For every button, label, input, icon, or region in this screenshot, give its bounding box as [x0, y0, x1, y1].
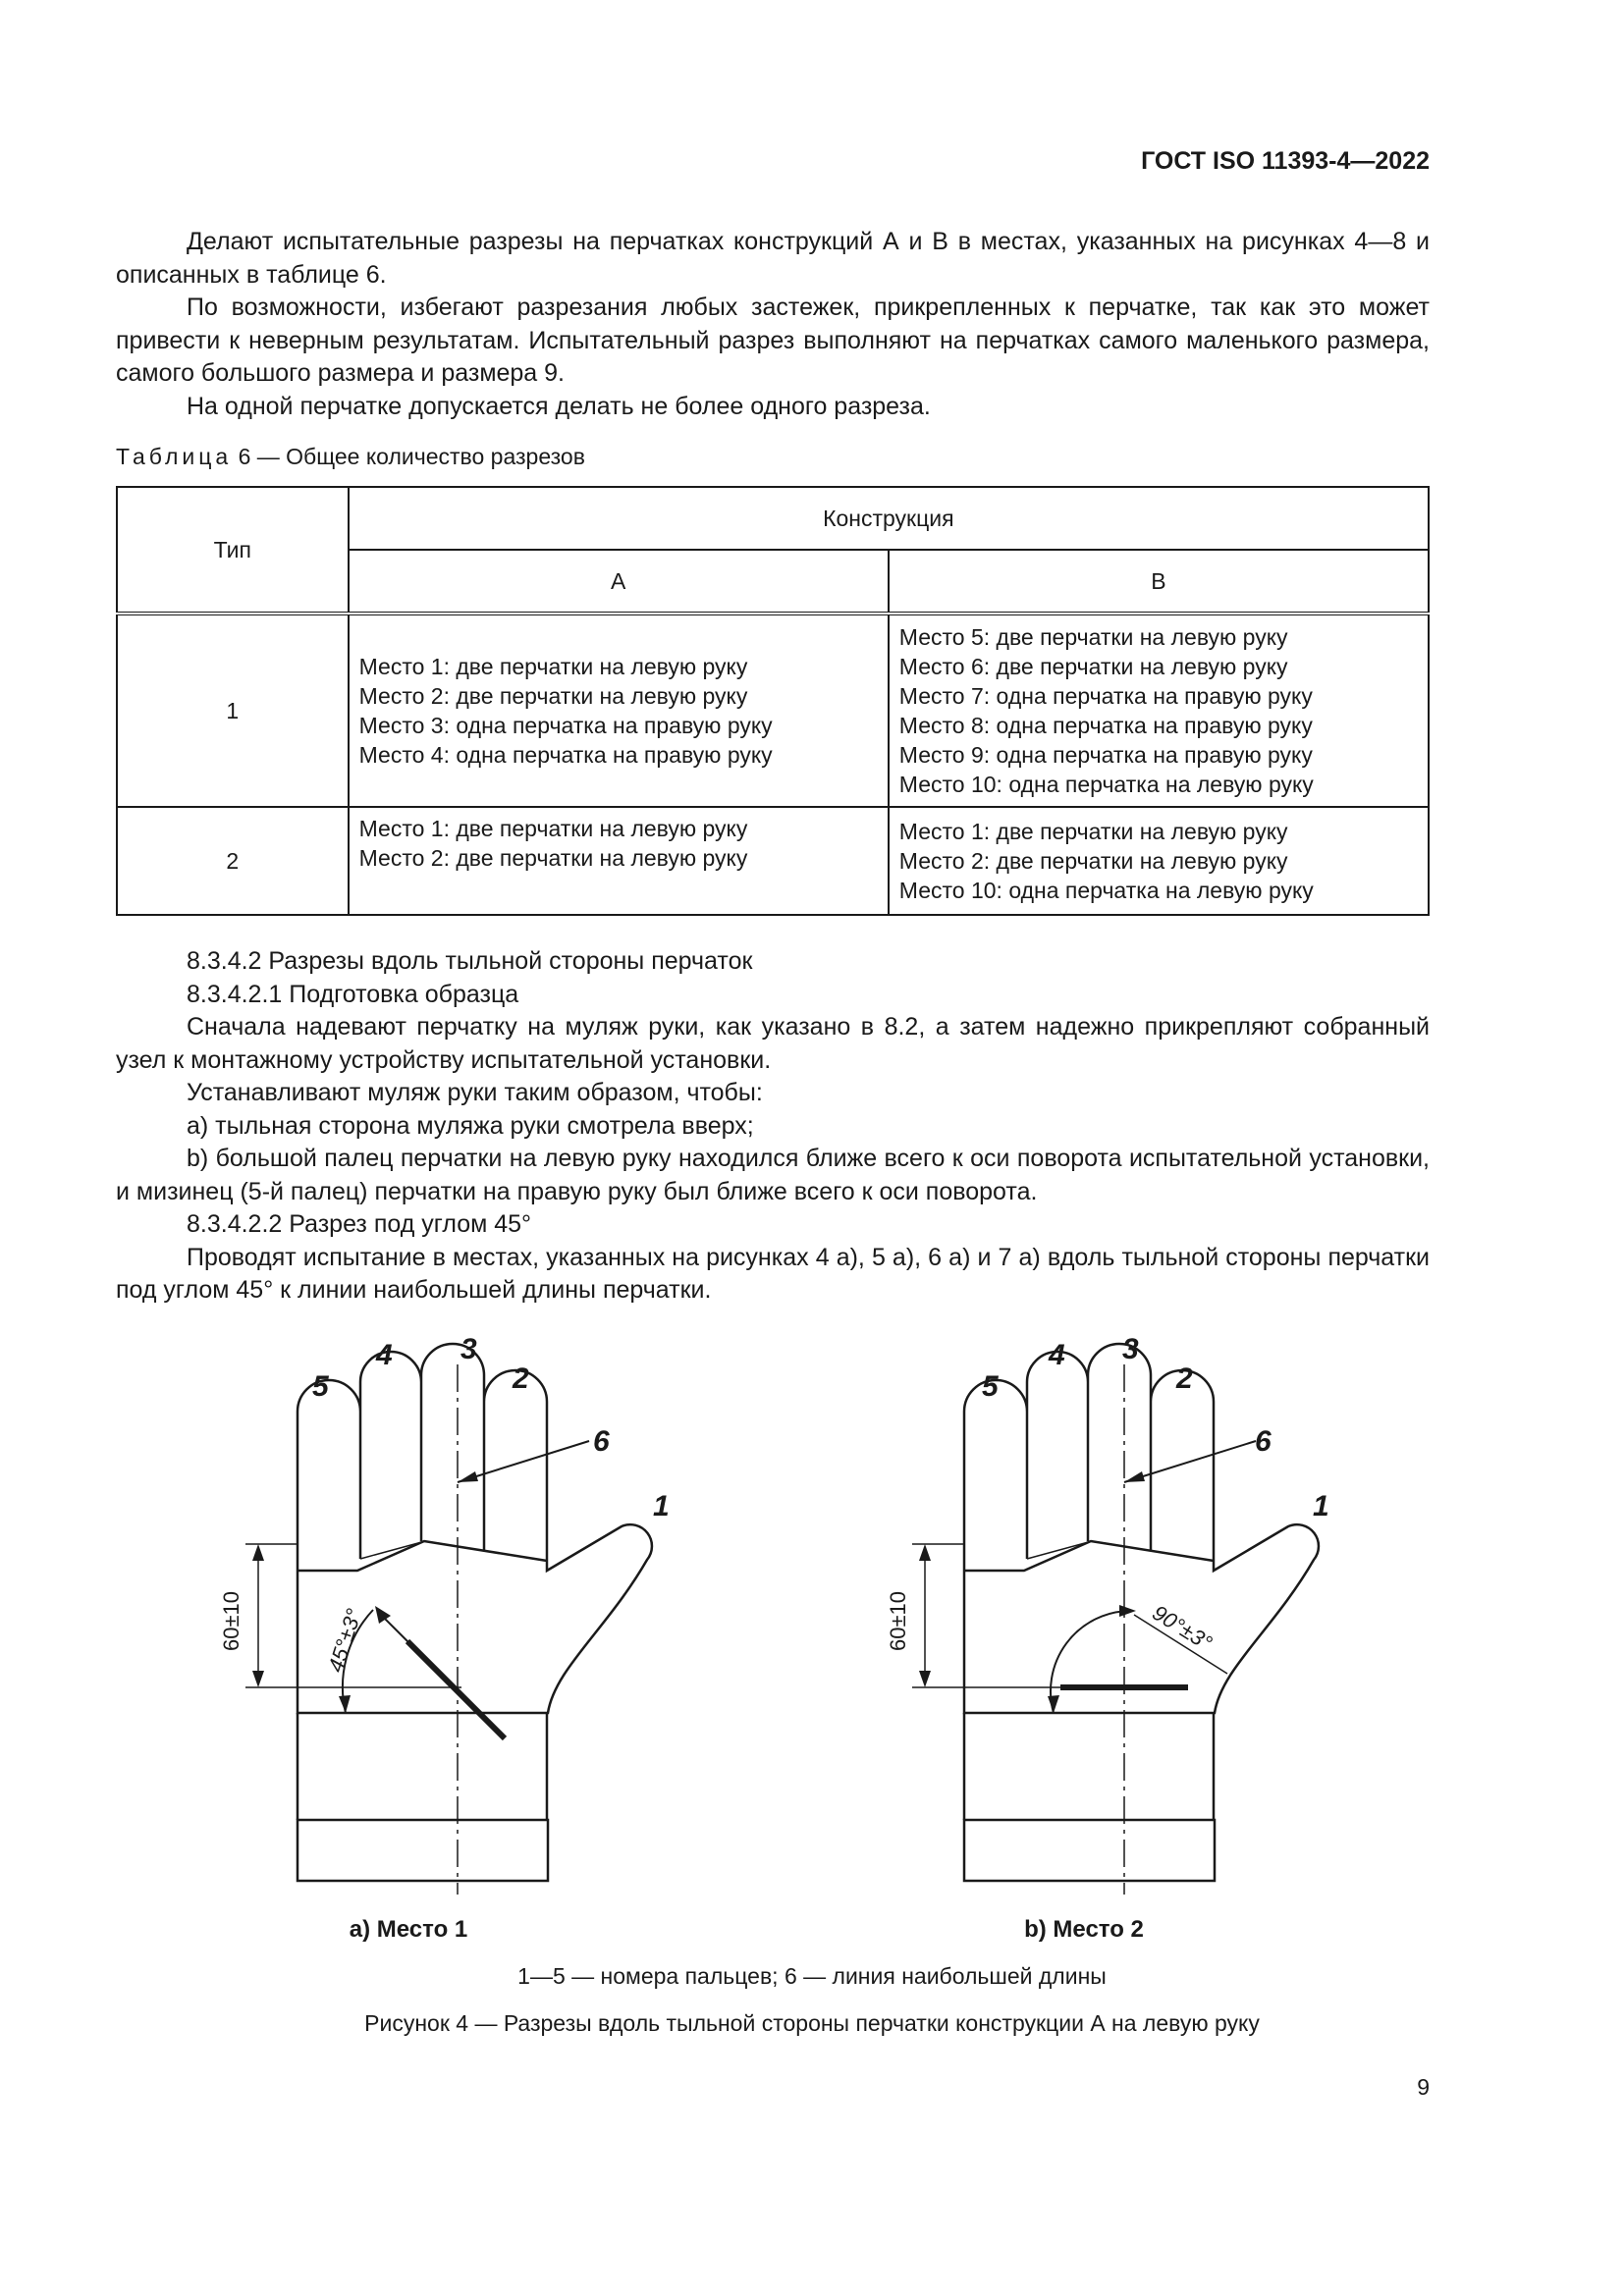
cell-line: Место 1: две перчатки на левую руку: [358, 654, 748, 679]
cell-line: Место 2: две перчатки на левую руку: [898, 848, 1288, 874]
table-row: [117, 807, 1429, 915]
angle-arc-90: [1051, 1611, 1129, 1713]
label-finger-2: 2: [513, 1362, 529, 1395]
document-header: ГОСТ ISO 11393-4—2022: [1141, 147, 1430, 175]
label-thumb: 1: [653, 1490, 670, 1522]
cell-a: [349, 807, 889, 915]
cell-type: 1: [117, 614, 349, 807]
label-longest-line: 6: [1255, 1425, 1272, 1458]
cell-b: [889, 807, 1429, 915]
cell-type: 2: [117, 807, 349, 915]
arrowhead: [1119, 1605, 1136, 1617]
section-text: [116, 945, 1430, 1308]
header-type: Тип: [117, 487, 349, 614]
cut-line-45: [407, 1641, 505, 1738]
arrowhead: [339, 1695, 351, 1713]
header-construction: Конструкция: [349, 487, 1429, 550]
paragraph: На одной перчатке допускается делать не более одного разреза.: [187, 392, 931, 420]
section-heading: 8.3.4.2 Разрезы вдоль тыльной стороны перчаток: [187, 947, 753, 975]
list-item: a) тыльная сторона муляжа руки смотрела вверх;: [187, 1111, 754, 1140]
glove-drawing-a: [245, 1344, 652, 1895]
cuts-table: [116, 486, 1430, 916]
section-heading: 8.3.4.2.1 Подготовка образца: [187, 980, 519, 1008]
cell-a: [349, 614, 889, 807]
list-item: b) большой палец перчатки на левую руку находился ближе всего к оси поворота испытательной установки, и мизинец (5-й палец) перчатки на правую руку был ближе всего к оси поворота.: [116, 1145, 1430, 1205]
arrowhead: [1048, 1695, 1059, 1713]
label-finger-4: 4: [376, 1339, 393, 1371]
label-finger-3: 3: [1122, 1333, 1139, 1365]
header-construction-b: В: [889, 550, 1429, 614]
angle-label-45: 45°±3°: [322, 1605, 367, 1676]
figure-title: Рисунок 4 — Разрезы вдоль тыльной стороны перчатки конструкции А на левую руку: [364, 2010, 1260, 2036]
dimension-label: 60±10: [886, 1590, 910, 1651]
paragraph: Делают испытательные разрезы на перчатках конструкций А и В в местах, указанных на рисунках 4—8 и описанных в таблице 6.: [116, 228, 1430, 289]
table-caption-text: 6 — Общее количество разрезов: [238, 444, 585, 469]
angle-label-90: 90°±3°: [1148, 1600, 1217, 1656]
paragraph: Проводят испытание в местах, указанных на рисунках 4 а), 5 а), 6 а) и 7 а) вдоль тыльной стороны перчатки под углом 45° к линии наибольшей длины перчатки.: [116, 1243, 1430, 1304]
label-finger-2: 2: [1176, 1362, 1193, 1395]
subfigure-caption-a: a) Место 1: [349, 1916, 468, 1943]
paragraph: Сначала надевают перчатку на муляж руки, как указано в 8.2, а затем надежно прикрепляют собранный узел к монтажному устройству испытательной установки.: [116, 1013, 1430, 1074]
table-row: [117, 614, 1429, 807]
label-thumb: 1: [1313, 1490, 1329, 1522]
cell-line: Место 3: одна перчатка на правую руку: [358, 713, 773, 738]
label-finger-5: 5: [982, 1370, 999, 1403]
cut-extension-line: [383, 1617, 412, 1646]
figure-legend: 1—5 — номера пальцев; 6 — линия наибольшей длины: [517, 1963, 1107, 1989]
glove-figure: [0, 1315, 1624, 2002]
label-finger-5: 5: [312, 1370, 329, 1403]
cell-line: Место 10: одна перчатка на левую руку: [898, 878, 1314, 903]
cell-line: Место 8: одна перчатка на правую руку: [898, 713, 1313, 738]
subfigure-caption-b: b) Место 2: [1024, 1916, 1144, 1943]
cell-line: Место 9: одна перчатка на правую руку: [898, 742, 1313, 768]
label-finger-4: 4: [1049, 1339, 1065, 1371]
paragraph: По возможности, избегают разрезания любых застежек, прикрепленных к перчатке, так как это может привести к неверным результатам. Испытательный разрез выполняют на перчатках самого маленького размера, самого большого размера и размера 9.: [116, 294, 1430, 387]
table-caption: [116, 444, 585, 470]
cell-line: Место 10: одна перчатка на левую руку: [898, 772, 1314, 797]
cell-line: Место 7: одна перчатка на правую руку: [898, 683, 1313, 709]
section-heading: 8.3.4.2.2 Разрез под углом 45°: [187, 1210, 532, 1238]
cell-line: Место 4: одна перчатка на правую руку: [358, 742, 773, 768]
intro-text: [116, 226, 1430, 423]
cell-line: Место 1: две перчатки на левую руку: [358, 816, 748, 841]
cell-line: Место 2: две перчатки на левую руку: [358, 845, 748, 871]
cell-line: Место 2: две перчатки на левую руку: [358, 683, 748, 709]
paragraph: Устанавливают муляж руки таким образом, чтобы:: [187, 1079, 763, 1106]
label-longest-line: 6: [593, 1425, 610, 1458]
label-finger-3: 3: [460, 1333, 477, 1365]
cell-line: Место 6: две перчатки на левую руку: [898, 654, 1288, 679]
table-caption-prefix: Таблица: [116, 444, 233, 469]
cell-line: Место 1: две перчатки на левую руку: [898, 819, 1288, 844]
header-construction-a: А: [349, 550, 889, 614]
dimension-label: 60±10: [219, 1590, 244, 1651]
page-number: 9: [1417, 2074, 1430, 2100]
cell-b: [889, 614, 1429, 807]
cell-line: Место 5: две перчатки на левую руку: [898, 624, 1288, 650]
